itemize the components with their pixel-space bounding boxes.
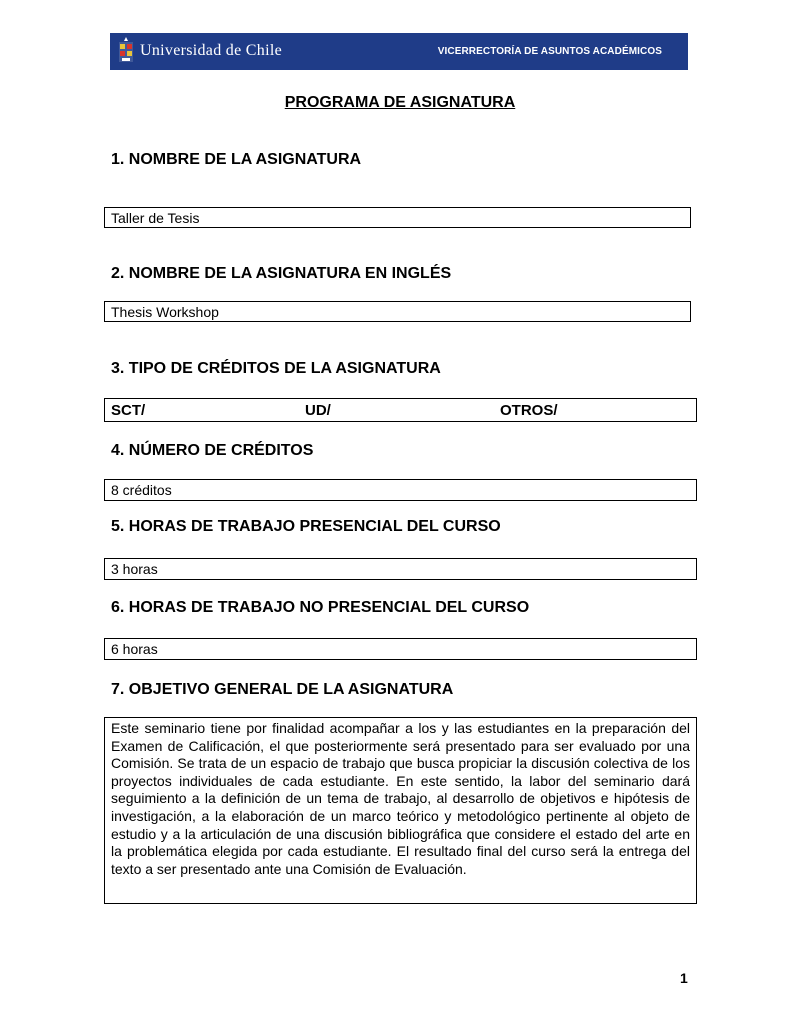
course-name-value: Taller de Tesis xyxy=(111,209,200,226)
section-2-heading: 2. NOMBRE DE LA ASIGNATURA EN INGLÉS xyxy=(111,265,452,282)
credits-number-value: 8 créditos xyxy=(111,482,172,498)
university-crest-icon xyxy=(116,36,136,66)
section-7-heading: 7. OBJETIVO GENERAL DE LA ASIGNATURA xyxy=(111,681,454,698)
course-name-english-value: Thesis Workshop xyxy=(111,303,219,320)
header-banner xyxy=(110,33,688,70)
credits-number-field xyxy=(104,479,697,501)
presencial-hours-value: 3 horas xyxy=(111,561,158,577)
credit-type-sct: SCT/ xyxy=(111,401,146,419)
section-5-heading: 5. HORAS DE TRABAJO PRESENCIAL DEL CURSO xyxy=(111,518,501,535)
credit-type-ud: UD/ xyxy=(305,401,331,419)
presencial-hours-field xyxy=(104,558,697,580)
course-name-field xyxy=(104,207,691,228)
section-1-heading: 1. NOMBRE DE LA ASIGNATURA xyxy=(111,151,362,168)
section-3-heading: 3. TIPO DE CRÉDITOS DE LA ASIGNATURA xyxy=(111,360,441,377)
non-presencial-hours-field xyxy=(104,638,697,660)
section-4-heading: 4. NÚMERO DE CRÉDITOS xyxy=(111,442,314,459)
non-presencial-hours-value: 6 horas xyxy=(111,641,158,657)
page-number: 1 xyxy=(680,970,688,986)
vicerrectoria-label: VICERRECTORÍA DE ASUNTOS ACADÉMICOS xyxy=(437,46,662,57)
page-title: PROGRAMA DE ASIGNATURA xyxy=(284,94,516,111)
general-objective-text: Este seminario tiene por finalidad acompañar a los y las estudiantes en la preparación del Examen de Calificación, el que posteriormente será presentado para ser evaluado por una Comisión. Se trata de un espacio de trabajo que busca propiciar la discusión colectiva de los proyectos individuales de cada estudiante. En este sentido, la labor del seminario dará seguimiento a la definición de un tema de trabajo, al desarrollo de objetivos e hipótesis de investigación, a la elaboración de un marco teórico y metodológico pertinente al objeto de estudio y a la articulación de una discusión bibliográfica que considere el estado del arte en la problemática elegida por cada estudiante. El resultado final del curso será la entrega del texto a ser presentado ante una Comisión de Evaluación. xyxy=(111,720,690,877)
credit-type-otros: OTROS/ xyxy=(500,401,558,419)
general-objective-field xyxy=(104,717,697,904)
section-6-heading: 6. HORAS DE TRABAJO NO PRESENCIAL DEL CURSO xyxy=(111,599,530,616)
university-name: Universidad de Chile xyxy=(140,42,282,59)
course-name-english-field xyxy=(104,301,691,322)
credit-type-field xyxy=(104,398,697,422)
